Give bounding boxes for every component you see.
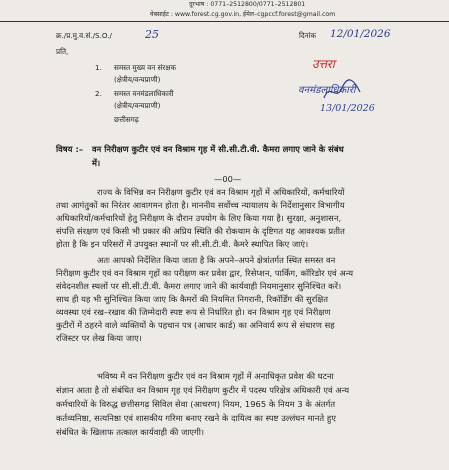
- para-2-line-6: कुटीरों में ठहरने वाले व्यक्तियों के पहचान पत्र (आधार कार्ड) का अनिवार्य रूप से संधारण सह: [56, 320, 335, 330]
- separator: —00—: [214, 174, 242, 184]
- para-3-line-3: कर्मचारियों के विरुद्ध छत्तीसगढ़ सिविल सेवा (आचरण) नियम, 1965 के नियम 3 के अंतर्गत: [56, 399, 336, 409]
- ref-number-label: क्र./प्र.मु.व.सं./S.O./: [56, 31, 112, 40]
- date-value: 12/01/2026: [330, 28, 391, 40]
- recipient-2-num: 2.: [95, 89, 102, 98]
- recipient-1-subtitle: (क्षेत्रीय/वन्यप्राणी): [114, 75, 161, 84]
- recipient-1-title: समस्त मुख्य वन संरक्षक: [114, 63, 177, 72]
- para-1-line-3: अधिकारियों/कर्मचारियों हेतु निरीक्षण के दौरान उपयोग के लिए किया गया है। सुरक्षा, अनुशासन,: [56, 213, 342, 223]
- para-2-line-1: अतः आपको निर्देशित किया जाता है कि अपने–अपने क्षेत्रांतर्गत स्थित समस्त वन: [97, 255, 336, 265]
- para-1-line-2: तथा आगंतुकों का निरंतर आवागमन होता है। माननीय सर्वोच्च न्यायालय के निर्देशानुसार विभागीय: [56, 200, 345, 210]
- para-1-line-4: संपत्ति संरक्षण एवं किसी भी प्रकार की अप्रिय स्थिति की रोकथाम के दृष्टिगत यह आवश्यक प्रतीत: [56, 226, 345, 236]
- handwritten-note-date: 13/01/2026: [320, 103, 375, 114]
- subject-line-2: में।: [92, 158, 101, 168]
- para-3-line-2: संज्ञान आता है तो संबंधित वन विश्राम गृह एवं निरीक्षण कुटीर में पदस्थ परिक्षेत्र अधिकारी एवं अन्य: [56, 385, 350, 395]
- subject-line-1: वन निरीक्षण कुटीर एवं वन विश्राम गृह में सी.सी.टी.वी. कैमरा लगाए जाने के संबंध: [92, 144, 344, 154]
- handwritten-note-blue: वनमंडलाधिकारी: [298, 85, 356, 96]
- header-divider: [0, 21, 449, 22]
- recipient-2-subtitle: (क्षेत्रीय/वन्यप्राणी): [114, 101, 161, 110]
- para-3-line-4: कर्तव्यनिष्ठा, सत्यनिष्ठा एवं शासकीय गरिमा बनाए रखने के दायित्व का स्पष्ट उल्लंघन मानते हुए: [56, 413, 336, 423]
- handwritten-note-red: उत्तरा: [312, 57, 335, 71]
- subject-label: विषय :–: [56, 144, 84, 154]
- recipient-2-title: समस्त वनमंडलाधिकारी: [114, 89, 174, 98]
- para-2-line-2: निरीक्षण कुटीर एवं वन विश्राम गृहों का परीक्षण कर प्रवेश द्वार, रिसेप्शन, पार्किंग, कॉरिडोर एवं अन्य: [56, 268, 354, 278]
- date-label: दिनांक: [299, 31, 317, 40]
- para-1-line-1: राज्य के विभिन्न वन निरीक्षण कुटीर एवं वन विश्राम गृहों में अधिकारियों, कर्मचारियों: [97, 187, 345, 197]
- header-phone: दूरभाष : 0771–2512800/0771–2512801: [189, 1, 306, 8]
- recipient-1-num: 1.: [95, 63, 102, 72]
- para-2-line-5: व्यवस्था एवं रख–रखाव की जिम्मेदारी स्पष्ट रूप से निर्धारित हो। वन विश्राम गृह एवं निरीक्षण: [56, 307, 331, 317]
- state-name: छत्तीसगढ़: [114, 115, 139, 124]
- signature-scribble: [322, 78, 362, 104]
- para-2-line-4: साथ ही यह भी सुनिश्चित किया जाए कि कैमरों की नियमित निगरानी, रिकॉर्डिंग की सुरक्षित: [56, 294, 329, 304]
- para-3-line-5: संबंधित के खिलाफ तत्काल कार्यवाही की जाएगी।: [56, 427, 205, 437]
- para-2-line-3: संवेदनशील स्थलों पर सी.सी.टी.वी. कैमरा लगाए जाने की कार्यवाही नियमानुसार सुनिश्चित करें।: [56, 281, 342, 291]
- prati-label: प्रति,: [56, 47, 69, 56]
- para-2-line-7: रजिस्टर पर लेख किया जाए।: [56, 333, 142, 343]
- header-web: वेबसाईट : www.forest.cg.gov.in, ईमेल–cgpccf.forest@gmail.com: [150, 11, 336, 18]
- para-1-line-5: होता है कि इन परिसरों में उपयुक्त स्थानों पर सी.सी.टी.वी. कैमरे स्थापित किए जाएं।: [56, 239, 309, 249]
- para-3-line-1: भविष्य में वन निरीक्षण कुटीर एवं वन विश्राम गृहों में अनाधिकृत प्रवेश की घटना: [97, 371, 334, 381]
- ref-number-value: 25: [145, 28, 159, 41]
